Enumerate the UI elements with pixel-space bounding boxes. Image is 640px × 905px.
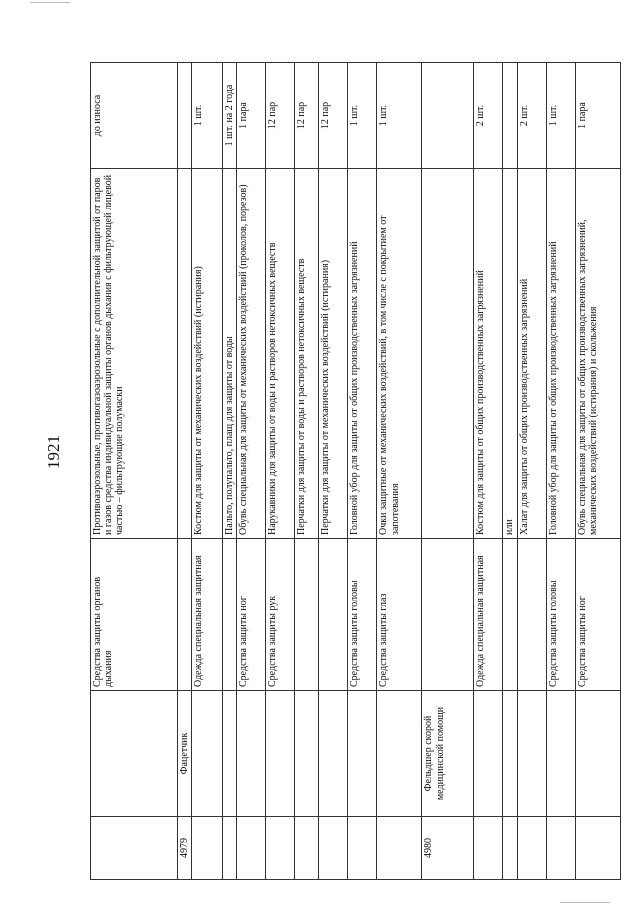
ppe-category — [517, 539, 546, 691]
table-row — [474, 63, 503, 880]
scan-mark — [560, 902, 610, 903]
ppe-item: Головной убор для защиты от общих производственных загрязнений — [348, 169, 377, 539]
row-number — [546, 817, 575, 880]
table-row — [223, 63, 237, 880]
table-row — [546, 63, 575, 880]
table-row — [91, 63, 178, 880]
profession-name — [223, 691, 237, 817]
issue-quantity: 12 пар — [295, 63, 319, 169]
profession-name — [503, 691, 517, 817]
issue-quantity — [178, 63, 192, 169]
row-number: 4980 — [422, 817, 474, 880]
issue-quantity: до износа — [91, 63, 178, 169]
table-body — [91, 63, 621, 880]
table-row — [192, 63, 223, 880]
profession-name — [517, 691, 546, 817]
table-row — [517, 63, 546, 880]
ppe-item: Нарукавники для защиты от воды и растворов нетоксичных веществ — [266, 169, 295, 539]
table-row — [503, 63, 517, 880]
ppe-category — [503, 539, 517, 691]
row-number — [348, 817, 377, 880]
ppe-item: Костюм для защиты от общих производственных загрязнений — [474, 169, 503, 539]
row-number — [517, 817, 546, 880]
ppe-item: Халат для защиты от общих производственных загрязнений — [517, 169, 546, 539]
table-row — [348, 63, 377, 880]
issue-quantity: 1 шт. — [348, 63, 377, 169]
profession-name — [546, 691, 575, 817]
profession-name — [266, 691, 295, 817]
ppe-item: или — [503, 169, 517, 539]
issue-quantity: 1 шт. — [546, 63, 575, 169]
issue-quantity: 1 пара — [237, 63, 266, 169]
table-row — [422, 63, 474, 880]
ppe-category: Средства защиты ног — [575, 539, 620, 691]
row-number: 4979 — [178, 817, 192, 880]
ppe-item — [178, 169, 192, 539]
ppe-item: Обувь специальная для защиты от общих производственных загрязнений, механических воздействий (истирания) и скольжения — [575, 169, 620, 539]
table-row — [178, 63, 192, 880]
table-row — [295, 63, 319, 880]
issue-quantity: 2 шт. — [517, 63, 546, 169]
profession-name — [295, 691, 319, 817]
row-number — [266, 817, 295, 880]
ppe-category: Средства защиты ног — [237, 539, 266, 691]
ppe-category — [223, 539, 237, 691]
issue-quantity: 1 шт. — [377, 63, 422, 169]
ppe-category — [295, 539, 319, 691]
issue-quantity: 1 шт. на 2 года — [223, 63, 237, 169]
page-number: 1921 — [44, 435, 63, 469]
issue-quantity: 12 пар — [266, 63, 295, 169]
profession-name — [348, 691, 377, 817]
row-number — [192, 817, 223, 880]
scan-mark — [30, 2, 70, 3]
ppe-item: Обувь специальная для защиты от механических воздействий (проколов, порезов) — [237, 169, 266, 539]
profession-name — [237, 691, 266, 817]
ppe-category: Одежда специальная защитная — [474, 539, 503, 691]
profession-name — [474, 691, 503, 817]
ppe-category: Средства защиты глаз — [377, 539, 422, 691]
ppe-item: Костюм для защиты от механических воздействий (истирания) — [192, 169, 223, 539]
row-number — [575, 817, 620, 880]
table-row — [575, 63, 620, 880]
ppe-category: Средства защиты органов дыхания — [91, 539, 178, 691]
ppe-item: Пальто, полупальто, плащ для защиты от воды — [223, 169, 237, 539]
table-row — [319, 63, 348, 880]
ppe-category: Средства защиты головы — [546, 539, 575, 691]
ppe-item: Перчатки для защиты от механических воздействий (истирания) — [319, 169, 348, 539]
ppe-category — [422, 539, 474, 691]
ppe-item: Головной убор для защиты от общих производственных загрязнений — [546, 169, 575, 539]
profession-name — [575, 691, 620, 817]
row-number — [319, 817, 348, 880]
issue-quantity: 1 пара — [575, 63, 620, 169]
ppe-item: Противоаэрозольные, противогазоаэрозольные с дополнительной защитой от паров и газов средства индивидуальной защиты органов дыхания с фильтрующей лицевой частью – фильтрующие полумаски — [91, 169, 178, 539]
row-number — [237, 817, 266, 880]
table-row — [237, 63, 266, 880]
issue-quantity: 12 пар — [319, 63, 348, 169]
row-number — [503, 817, 517, 880]
table-row — [266, 63, 295, 880]
ppe-category: Средства защиты головы — [348, 539, 377, 691]
ppe-item — [422, 169, 474, 539]
table-row — [377, 63, 422, 880]
profession-name — [319, 691, 348, 817]
rotated-table-container — [90, 63, 599, 880]
ppe-item: Очки защитные от механических воздействий, в том числе с покрытием от запотевания — [377, 169, 422, 539]
row-number — [474, 817, 503, 880]
profession-name — [91, 691, 178, 817]
ppe-item: Перчатки для защиты от воды и растворов нетоксичных веществ — [295, 169, 319, 539]
profession-name — [192, 691, 223, 817]
row-number — [91, 817, 178, 880]
row-number — [377, 817, 422, 880]
issue-quantity: 1 шт. — [192, 63, 223, 169]
profession-name: Фельдшер скорой медицинской помощи — [422, 691, 474, 817]
ppe-category: Одежда специальная защитная — [192, 539, 223, 691]
row-number — [295, 817, 319, 880]
ppe-category — [178, 539, 192, 691]
profession-name: Фацетчик — [178, 691, 192, 817]
row-number — [223, 817, 237, 880]
ppe-category: Средства защиты рук — [266, 539, 295, 691]
profession-name — [377, 691, 422, 817]
ppe-category — [319, 539, 348, 691]
issue-quantity — [422, 63, 474, 169]
issue-quantity: 2 шт. — [474, 63, 503, 169]
ppe-norms-table — [90, 62, 621, 880]
issue-quantity — [503, 63, 517, 169]
